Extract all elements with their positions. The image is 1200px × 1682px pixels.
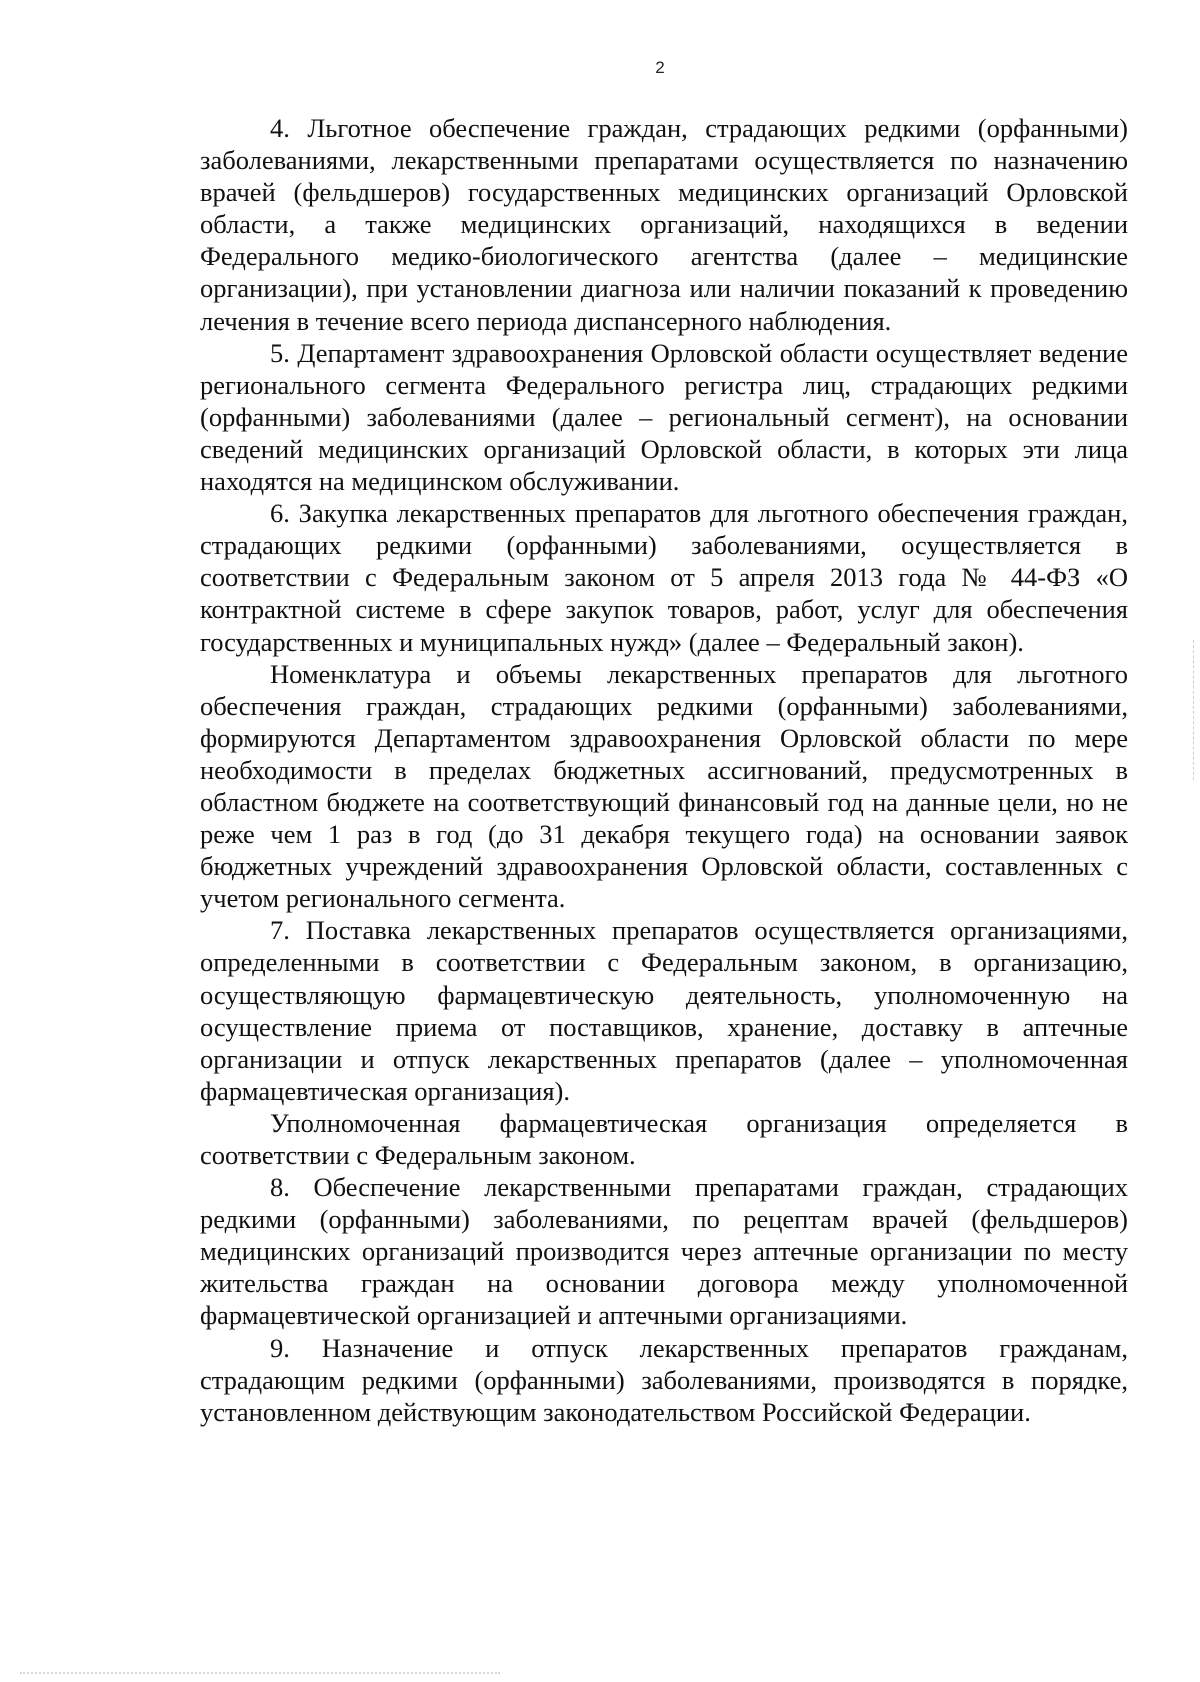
scan-artifact-edge: [1192, 640, 1194, 780]
paragraph-4: 4. Льготное обеспечение граждан, страдающих редкими (орфанными) заболеваниями, лекарственными препаратами осуществляется по назначению врачей (фельдшеров) государственных медицинских организаций Орловской области, а также медицинских организаций, находящихся в ведении Федерального медико-биологического агентства (далее – медицинские организации), при установлении диагноза или наличии показаний к проведению лечения в течение всего периода диспансерного наблюдения.: [200, 113, 1128, 336]
paragraph-5: 5. Департамент здравоохранения Орловской области осуществляет ведение регионального сегмента Федерального регистра лиц, страдающих редкими (орфанными) заболеваниями (далее – региональный сегмент), на основании сведений медицинских организаций Орловской области, в которых эти лица находятся на медицинском обслуживании.: [200, 337, 1128, 497]
paragraph-7: 7. Поставка лекарственных препаратов осуществляется организациями, определенными в соответствии с Федеральным законом, в организацию, осуществляющую фармацевтическую деятельность, уполномоченную на осуществление приема от поставщиков, хранение, доставку в аптечные организации и отпуск лекарственных препаратов (далее – уполномоченная фармацевтическая организация).: [200, 915, 1128, 1106]
document-body: [200, 112, 1128, 1428]
paragraph-8: 8. Обеспечение лекарственными препаратами граждан, страдающих редкими (орфанными) заболеваниями, по рецептам врачей (фельдшеров) медицинских организаций производится через аптечные организации по месту жительства граждан на основании договора между уполномоченной фармацевтической организацией и аптечными организациями.: [200, 1172, 1128, 1331]
paragraph-authorized-organization: Уполномоченная фармацевтическая организация определяется в соответствии с Федеральным законом.: [200, 1107, 1128, 1170]
paragraph-6: 6. Закупка лекарственных препаратов для льготного обеспечения граждан, страдающих редкими (орфанными) заболеваниями, осуществляется в соответствии с Федеральным законом от 5 апреля 2013 года № 44-ФЗ «О контрактной системе в сфере закупок товаров, работ, услуг для обеспечения государственных и муниципальных нужд» (далее – Федеральный закон).: [200, 498, 1128, 657]
page-number: 2: [655, 58, 665, 77]
paragraph-nomenclature: Номенклатура и объемы лекарственных препаратов для льготного обеспечения граждан, страдающих редкими (орфанными) заболеваниями, формируются Департаментом здравоохранения Орловской области по мере необходимости в пределах бюджетных ассигнований, предусмотренных в областном бюджете на соответствующий финансовый год на данные цели, но не реже чем 1 раз в год (до 31 декабря текущего года) на основании заявок бюджетных учреждений здравоохранения Орловской области, составленных с учетом регионального сегмента.: [200, 658, 1128, 914]
paragraph-9: 9. Назначение и отпуск лекарственных препаратов гражданам, страдающим редкими (орфанными) заболеваниями, производятся в порядке, установленном действующим законодательством Российской Федерации.: [200, 1332, 1128, 1427]
scan-artifact-bottom: [20, 1672, 500, 1676]
